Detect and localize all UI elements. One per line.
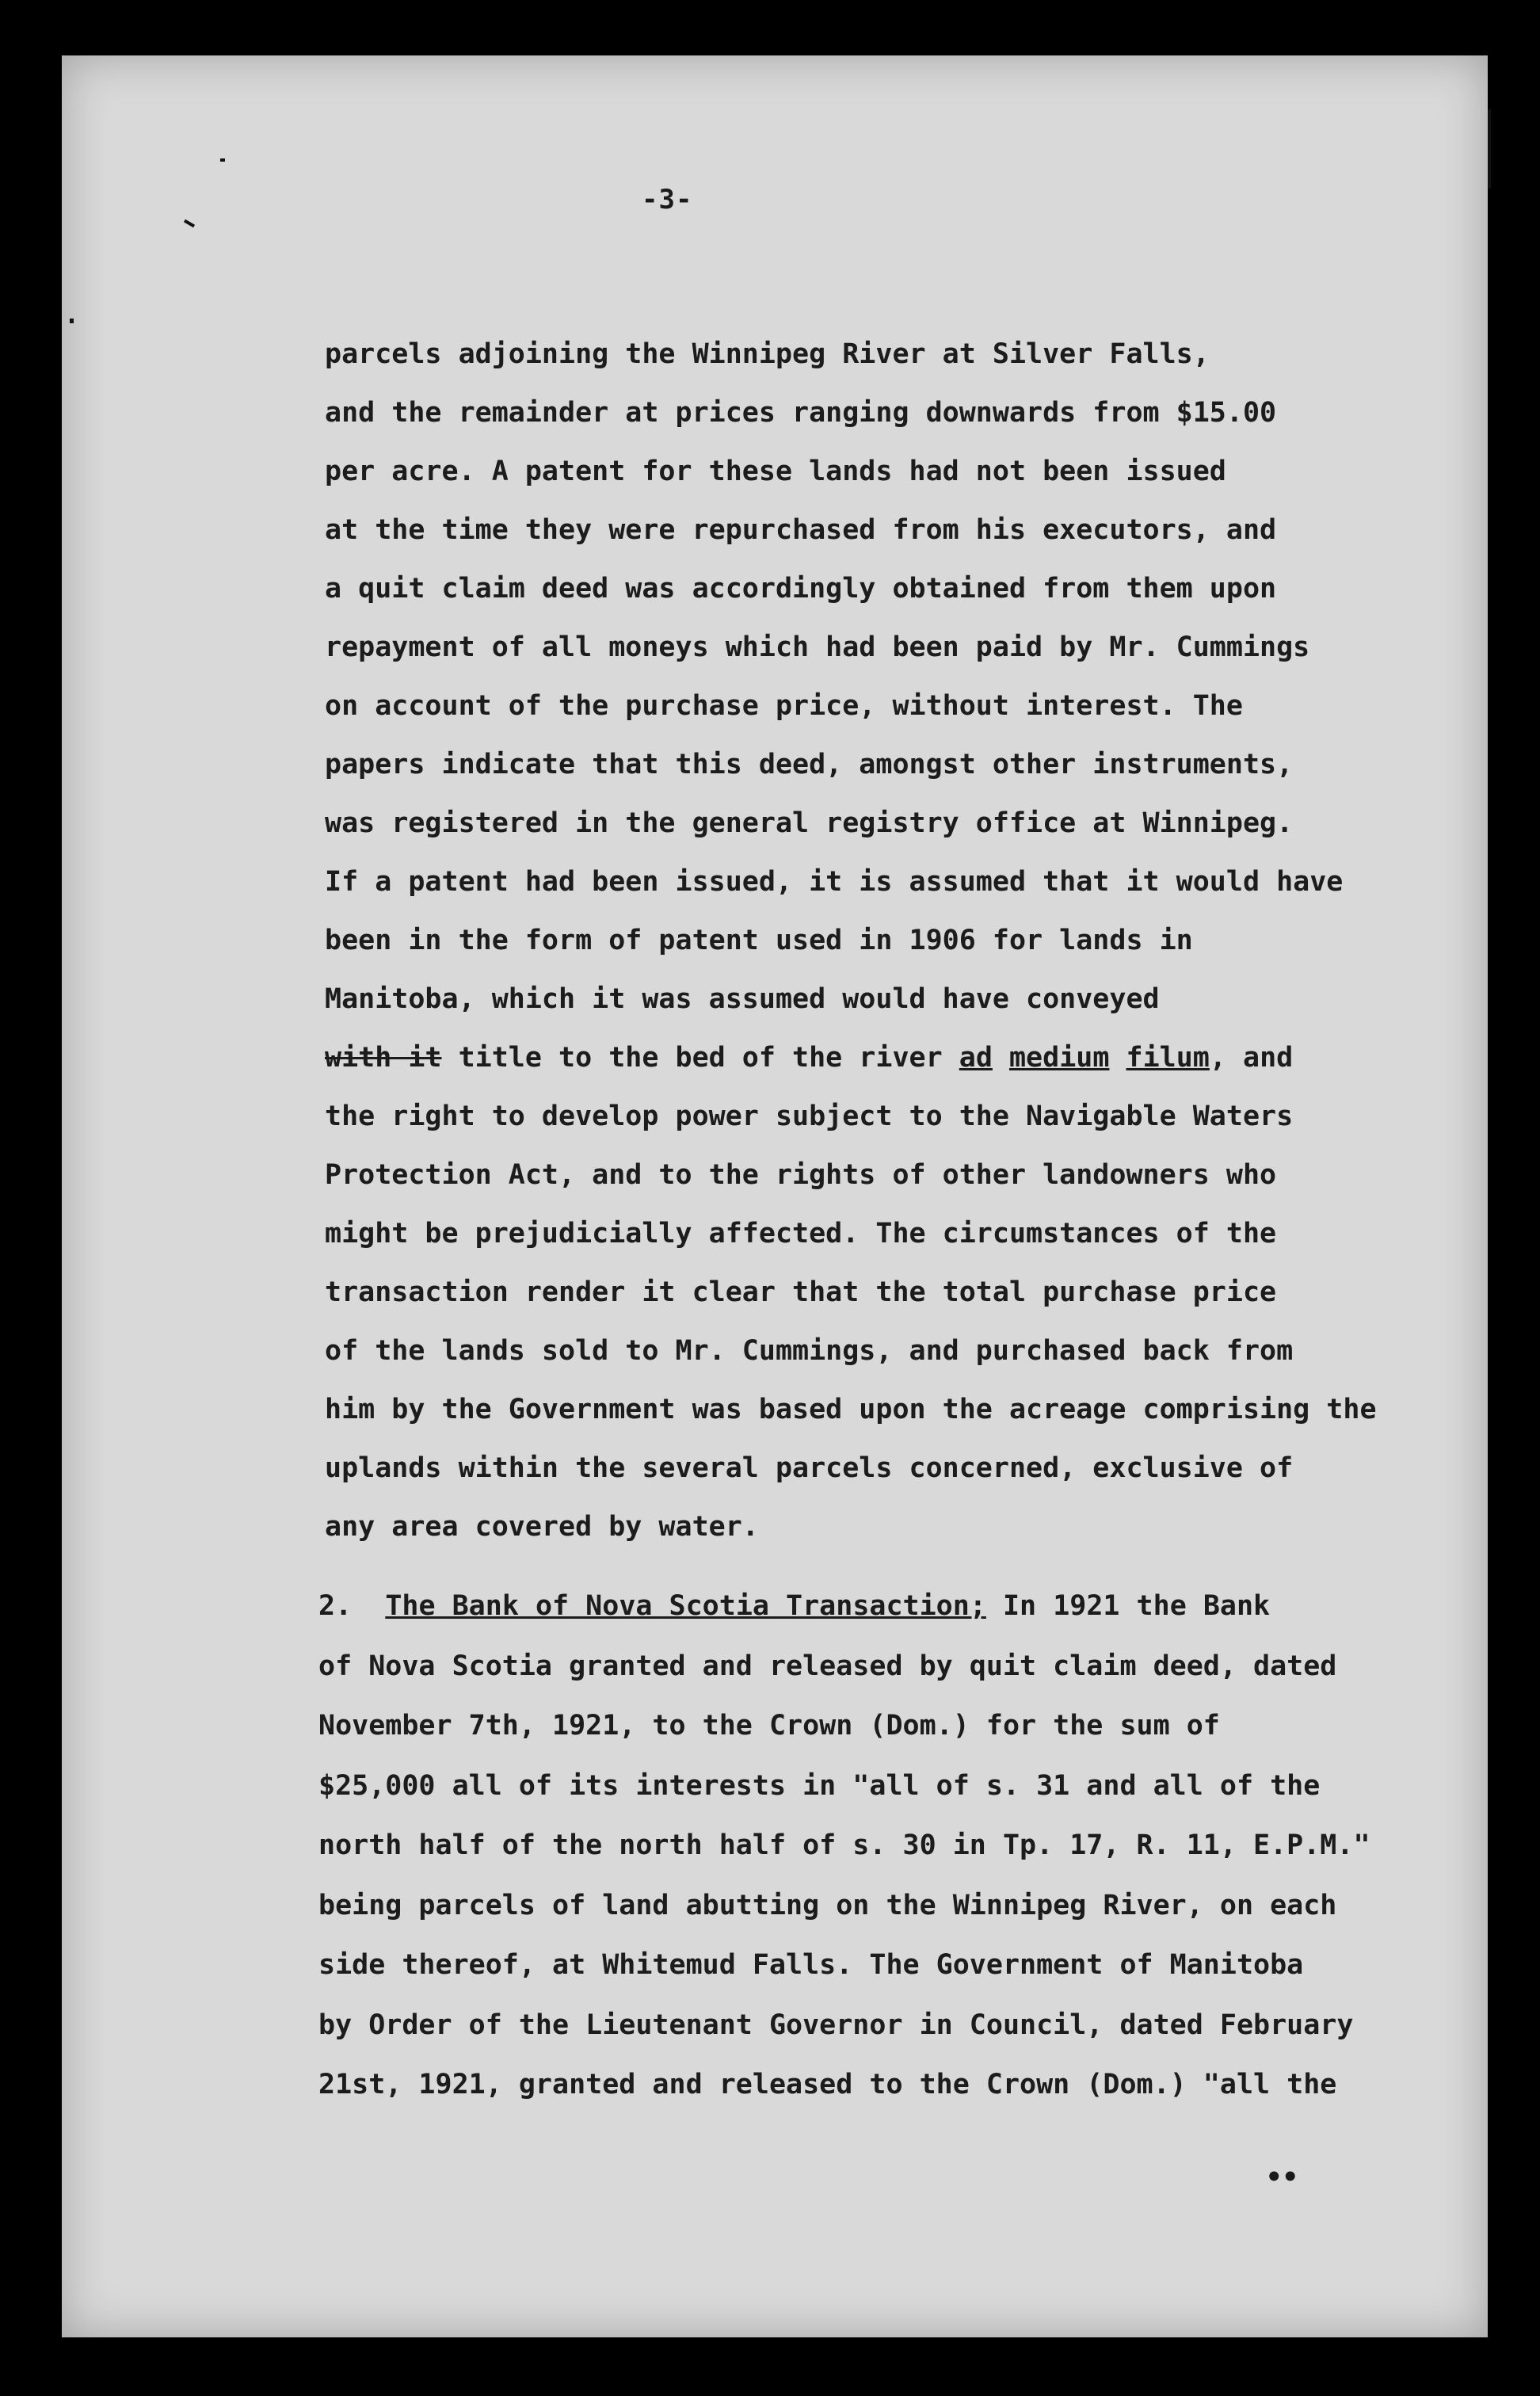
scan-speck [1488, 109, 1491, 189]
text-line: him by the Government was based upon the acreage comprising the [325, 1394, 1377, 1425]
text-line: transaction render it clear that the total purchase price [325, 1276, 1277, 1308]
scan-speck [220, 158, 225, 162]
text-line: been in the form of patent used in 1906 for lands in [325, 925, 1193, 956]
paragraph-1 [325, 325, 1450, 1556]
text-line: If a patent had been issued, it is assumed that it would have [325, 866, 1344, 898]
text-line: might be prejudicially affected. The circumstances of the [325, 1218, 1277, 1250]
text-line: Manitoba, which it was assumed would have conveyed [325, 983, 1160, 1015]
text-segment [1109, 1042, 1126, 1074]
text-line: Protection Act, and to the rights of other landowners who [325, 1159, 1277, 1191]
text-line [318, 1577, 1443, 1637]
text-line: $25,000 all of its interests in "all of s. 31 and all of the [318, 1769, 1321, 1802]
text-line: north half of the north half of s. 30 in Tp. 17, R. 11, E.P.M." [318, 1829, 1370, 1861]
page-number: -3- [642, 184, 693, 216]
underlined-text: filum [1126, 1042, 1210, 1074]
text-line: at the time they were repurchased from his executors, and [325, 514, 1277, 546]
text-line: the right to develop power subject to the Navigable Waters [325, 1101, 1294, 1132]
text-line: repayment of all moneys which had been paid by Mr. Cummings [325, 631, 1310, 663]
underlined-text: ad [959, 1042, 993, 1074]
underlined-text: medium [1008, 1042, 1110, 1074]
text-line: side thereof, at Whitemud Falls. The Government of Manitoba [318, 1949, 1304, 1981]
text-line: being parcels of land abutting on the Winnipeg River, on each [318, 1889, 1337, 1921]
text-line: per acre. A patent for these lands had not been issued [325, 456, 1226, 487]
text-line [325, 1028, 1450, 1087]
continuation-dots: •• [1266, 2161, 1298, 2193]
text-segment [993, 1042, 1009, 1074]
text-line: of the lands sold to Mr. Cummings, and purchased back from [325, 1335, 1294, 1367]
text-line: any area covered by water. [325, 1511, 759, 1543]
text-segment: , and [1209, 1042, 1294, 1074]
text-line: November 7th, 1921, to the Crown (Dom.) for the sum of [318, 1710, 1220, 1742]
scan-speck [70, 319, 74, 323]
text-line: papers indicate that this deed, amongst other instruments, [325, 749, 1294, 780]
paragraph-2 [318, 1577, 1443, 2116]
text-line: a quit claim deed was accordingly obtained from them upon [325, 573, 1277, 605]
text-segment: title to the bed of the river [441, 1042, 959, 1074]
section-heading: The Bank of Nova Scotia Transaction; [385, 1590, 986, 1622]
section-number: 2. [318, 1590, 353, 1622]
text-line: and the remainder at prices ranging downwards from $15.00 [325, 397, 1277, 429]
struck-text: with it [325, 1042, 442, 1074]
text-line: parcels adjoining the Winnipeg River at Silver Falls, [325, 338, 1210, 370]
text-segment: In 1921 the Bank [985, 1590, 1271, 1622]
text-line: on account of the purchase price, without interest. The [325, 690, 1243, 722]
text-line: by Order of the Lieutenant Governor in Council, dated February [318, 2009, 1354, 2041]
text-line: uplands within the several parcels concerned, exclusive of [325, 1452, 1294, 1484]
text-line: 21st, 1921, granted and released to the Crown (Dom.) "all the [318, 2069, 1337, 2100]
text-line: was registered in the general registry office at Winnipeg. [325, 807, 1294, 839]
text-line: of Nova Scotia granted and released by quit claim deed, dated [318, 1650, 1337, 1682]
